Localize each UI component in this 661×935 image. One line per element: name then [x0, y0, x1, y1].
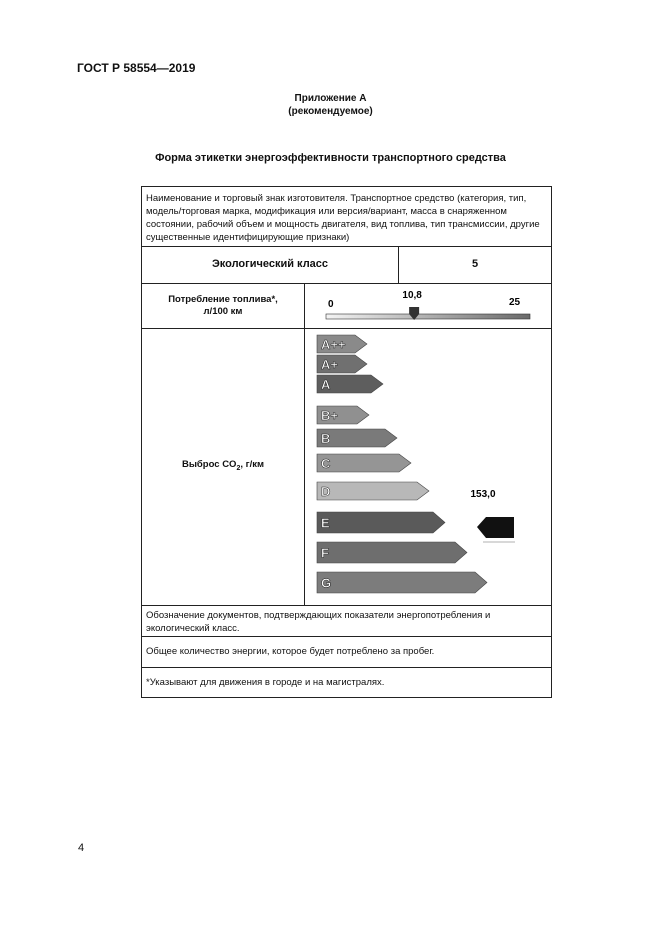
energy-info: Общее количество энергии, которое будет потреблено за пробег. — [146, 646, 435, 657]
class-label-aplusplus: A++ — [321, 337, 346, 352]
class-label-aplus: A+ — [321, 357, 338, 372]
class-arrow-e — [317, 512, 445, 533]
class-label-e: E — [321, 515, 330, 531]
footnote: *Указывают для движения в городе и на магистралях. — [146, 677, 385, 688]
documents-info: Обозначение документов, подтверждающих показатели энергопотребления и экологический класс. — [146, 610, 491, 634]
fuel-scale-max: 25 — [509, 297, 521, 308]
eco-class-label: Экологический класс — [211, 258, 329, 270]
appendix-title: Приложение А — [294, 93, 367, 104]
class-arrow-c — [317, 454, 411, 472]
class-label-c: C — [321, 456, 331, 471]
class-label-d: D — [321, 484, 331, 499]
class-arrow-g — [317, 572, 487, 593]
fuel-label-line2: л/100 км — [203, 306, 243, 317]
fuel-scale-value: 10,8 — [402, 290, 422, 301]
class-label-a: A — [321, 377, 331, 392]
appendix-subtitle: (рекомендуемое) — [288, 106, 373, 117]
co2-value: 153,0 — [470, 489, 496, 500]
energy-label — [141, 186, 552, 698]
form-title: Форма этикетки энергоэффективности транспортного средства — [155, 152, 506, 164]
eco-class-value: 5 — [471, 258, 479, 270]
class-arrow-f — [317, 542, 467, 563]
class-label-bplus: B+ — [321, 408, 338, 423]
co2-class-scale — [305, 329, 551, 605]
standard-header: ГОСТ Р 58554—2019 — [77, 61, 196, 75]
class-label-f: F — [321, 545, 329, 561]
class-label-g: G — [321, 575, 332, 591]
co2-indicator-icon — [477, 517, 514, 538]
fuel-scale-bar — [326, 314, 530, 319]
fuel-scale — [305, 284, 551, 328]
page-number: 4 — [78, 842, 85, 854]
manufacturer-info: Наименование и торговый знак изготовителя. Транспортное средство (категория, тип, модель/торговая марка, модификация или версия/вариант, масса в снаряженном состоянии, рабочий объем и мощность двигателя, вид топлива, тип трансмиссии, другие существенные идентифицирующие признаки) — [146, 193, 540, 243]
co2-label: Выброс $CO_2$, г/км — [181, 459, 265, 472]
class-arrow-d — [317, 482, 429, 500]
fuel-scale-min: 0 — [328, 299, 334, 310]
fuel-label-line1: Потребление топлива*, — [168, 294, 278, 305]
class-label-b: B — [321, 431, 331, 446]
